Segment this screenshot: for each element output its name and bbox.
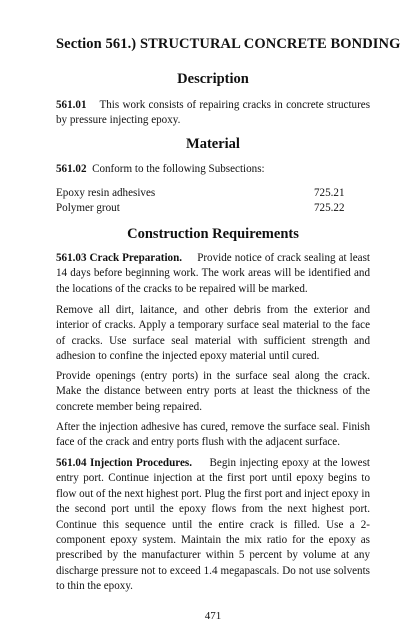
subsection-number: 561.02 — [56, 163, 87, 175]
paragraph-561-04 — [56, 456, 370, 595]
page-number: 471 — [204, 610, 222, 622]
paragraph-remove-seal: After the injection adhesive has cured, remove the surface seal. Finish face of the crack and entry ports flush with the adjacent surface. — [56, 421, 370, 449]
paragraph-entry-ports: Provide openings (entry ports) in the surface seal along the crack. Make the distance between entry ports at least the thickness of the concrete member being repaired. — [56, 370, 370, 413]
paragraph-text: Conform to the following Subsections: — [92, 163, 265, 175]
heading-material: Material — [186, 136, 240, 152]
material-name: Epoxy resin adhesives — [56, 187, 156, 199]
paragraph-561-02 — [56, 162, 370, 177]
subsection-title: 561.04 Injection Procedures. — [56, 457, 193, 469]
paragraph-561-03 — [56, 251, 370, 297]
paragraph-561-01 — [56, 98, 370, 129]
materials-row — [56, 201, 370, 216]
subsection-title: 561.03 Crack Preparation. — [56, 252, 183, 264]
subsection-number: 561.01 — [56, 99, 87, 111]
materials-table — [56, 186, 370, 217]
paragraph-remove-debris: Remove all dirt, laitance, and other debris from the exterior and interior of cracks. Apply a temporary surface seal material to the face of cracks. Use surface seal material with sufficient strength and adhesion to confine the injected epoxy material until cured. — [56, 304, 370, 363]
material-name: Polymer grout — [56, 202, 120, 215]
material-subsection: 725.22 — [314, 202, 345, 215]
materials-row — [56, 186, 370, 201]
section-title: Section 561.) STRUCTURAL CONCRETE BONDING — [56, 36, 401, 52]
material-subsection: 725.21 — [314, 187, 345, 199]
heading-construction-requirements: Construction Requirements — [127, 226, 299, 242]
paragraph-text: Provide notice of crack sealing at least 14 days before beginning work. The work areas will be identified and the locations of the cracks to be repaired will be marked. — [56, 252, 370, 295]
paragraph-text: This work consists of repairing cracks in concrete structures by pressure injecting epoxy. — [56, 99, 371, 127]
paragraph-text: Begin injecting epoxy at the lowest entry port. Continue injection at the first port until epoxy begins to flow out of the next highest port. Plug the first port and inject epoxy in the second port until the epoxy flows from the next highest port. Continue this sequence until the entire crack is filled. Use a 2-component epoxy system. Maintain the mix ratio for the epoxy as prescribed by the manufacturer within 5 percent by volume at any discharge pressure not to exceed 1.4 megapascals. Do not use solvents to thin the epoxy. — [56, 457, 370, 593]
heading-description: Description — [177, 71, 249, 87]
